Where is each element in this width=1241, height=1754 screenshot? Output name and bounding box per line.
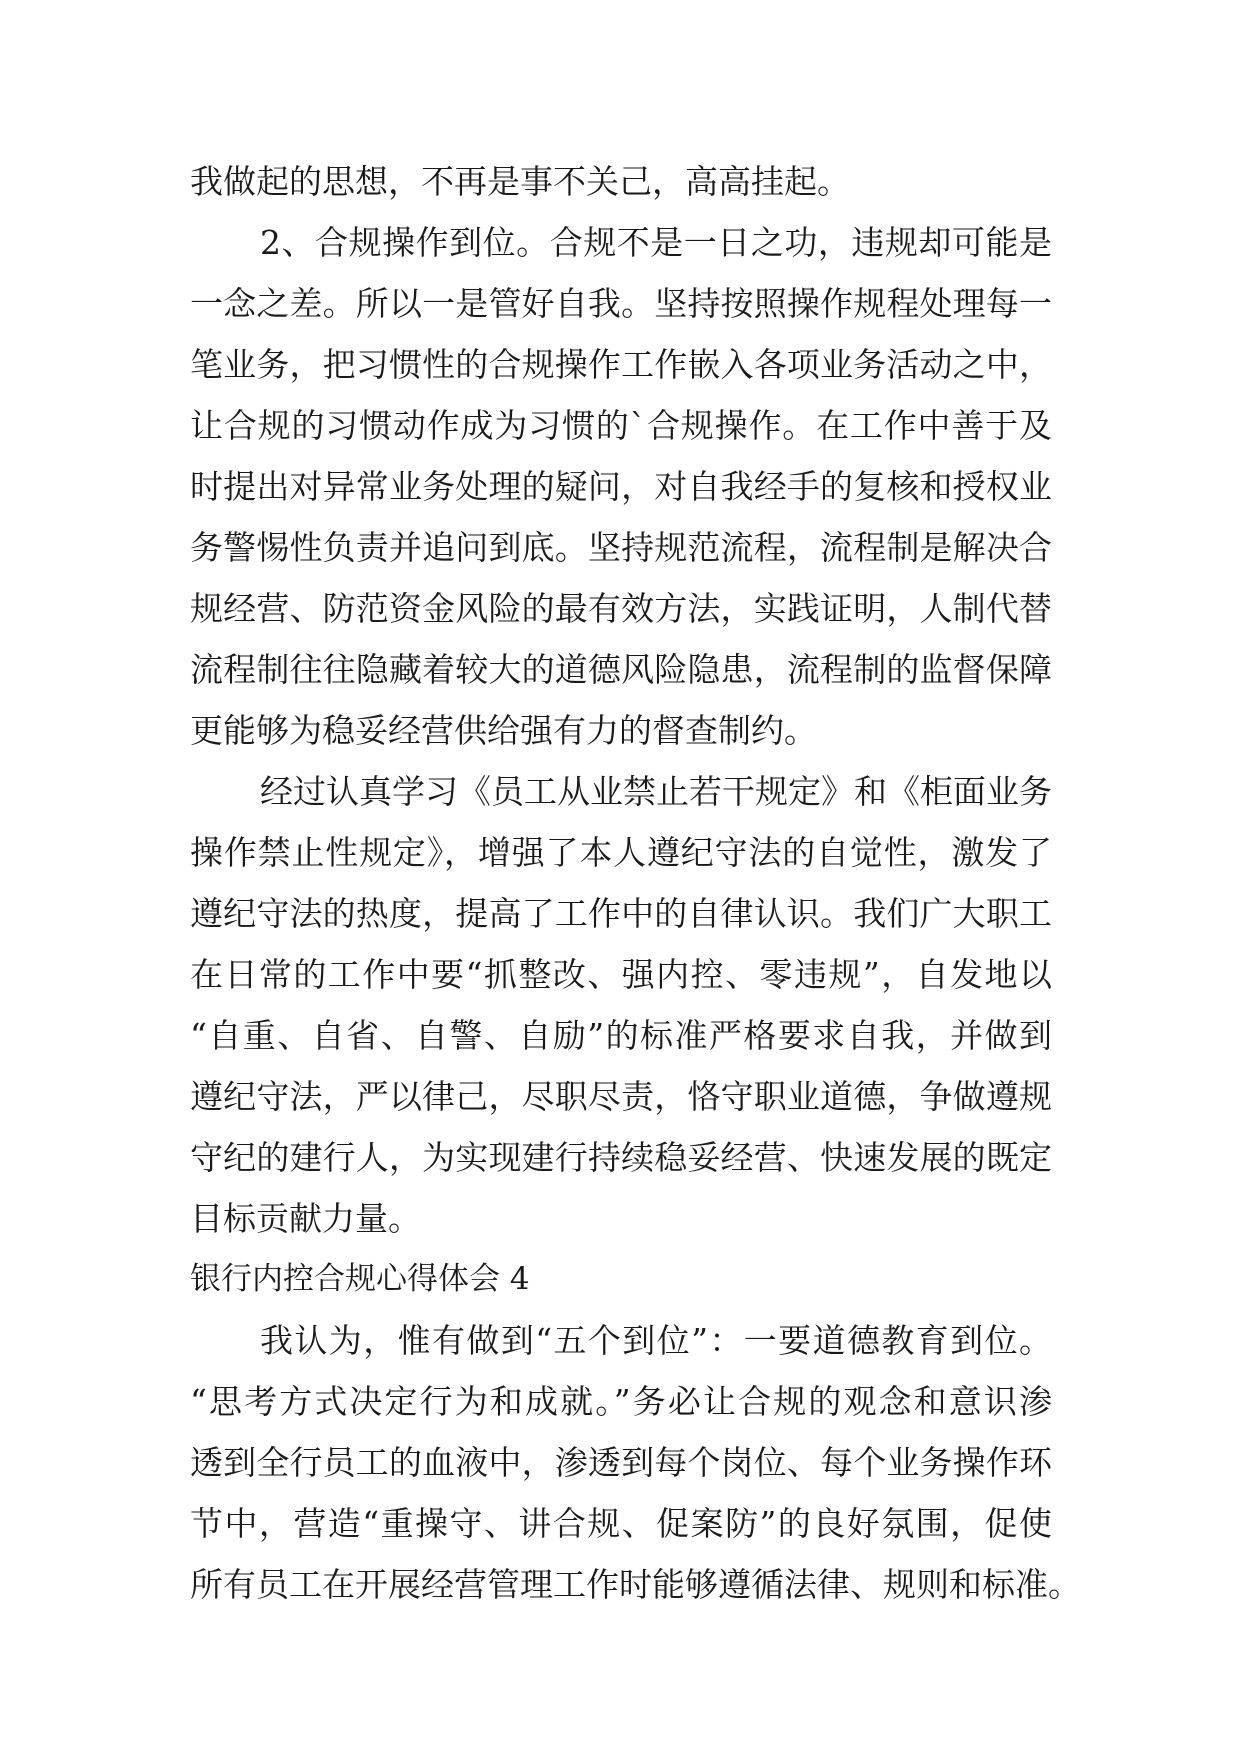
heading-text: 银行内控合规心得体会 4 — [190, 1261, 530, 1297]
section-heading — [190, 1249, 1052, 1310]
text-line: 更能够为稳妥经营供给强有力的督查制约。 — [190, 711, 817, 750]
document-page — [190, 151, 1081, 1615]
text-line: 流程制往往隐藏着较大的道德风险隐患，流程制的监督保障 — [190, 650, 1052, 689]
paragraph-compliance-operation — [190, 212, 1052, 761]
text-line: 让合规的习惯动作成为习惯的`合规操作。在工作中善于及 — [190, 406, 1052, 445]
text-line: 目标贡献力量。 — [190, 1199, 421, 1238]
text-line: 遵纪守法，严以律己，尽职尽责，恪守职业道德，争做遵规 — [190, 1077, 1052, 1116]
text-line: 守纪的建行人，为实现建行持续稳妥经营、快速发展的既定 — [190, 1138, 1052, 1177]
paragraph-study-regulations — [190, 761, 1052, 1249]
text-line: 操作禁止性规定》，增强了本人遵纪守法的自觉性，激发了 — [190, 833, 1052, 872]
text-line: “思考方式决定行为和成就。”务必让合规的观念和意识渗 — [190, 1382, 1052, 1421]
text-line: 遵纪守法的热度，提高了工作中的自律认识。我们广大职工 — [190, 894, 1052, 933]
text-line: 节中，营造“重操守、讲合规、促案防”的良好氛围，促使 — [190, 1504, 1052, 1543]
paragraph-continuation — [190, 151, 1052, 212]
text-line: 我认为，惟有做到“五个到位”：一要道德教育到位。 — [260, 1321, 1052, 1360]
text-line: 所有员工在开展经营管理工作时能够遵循法律、规则和标准。 — [190, 1565, 1081, 1604]
text-line: 在日常的工作中要“抓整改、强内控、零违规”，自发地以 — [190, 955, 1052, 994]
text-line: 经过认真学习《员工从业禁止若干规定》和《柜面业务 — [260, 772, 1052, 811]
text-line: 透到全行员工的血液中，渗透到每个岗位、每个业务操作环 — [190, 1443, 1052, 1482]
text-line: 笔业务，把习惯性的合规操作工作嵌入各项业务活动之中， — [190, 345, 1052, 384]
text-line: 务警惕性负责并追问到底。坚持规范流程，流程制是解决合 — [190, 528, 1052, 567]
text-line: 我做起的思想，不再是事不关己，高高挂起。 — [190, 162, 850, 201]
text-line: 规经营、防范资金风险的最有效方法，实践证明，人制代替 — [190, 589, 1052, 628]
text-line: 2、合规操作到位。合规不是一日之功，违规却可能是 — [260, 223, 1052, 262]
text-line: “自重、自省、自警、自励”的标准严格要求自我，并做到 — [190, 1016, 1052, 1055]
text-line: 一念之差。所以一是管好自我。坚持按照操作规程处理每一 — [190, 284, 1052, 323]
text-line: 时提出对异常业务处理的疑问，对自我经手的复核和授权业 — [190, 467, 1052, 506]
paragraph-five-in-place — [190, 1310, 1081, 1615]
